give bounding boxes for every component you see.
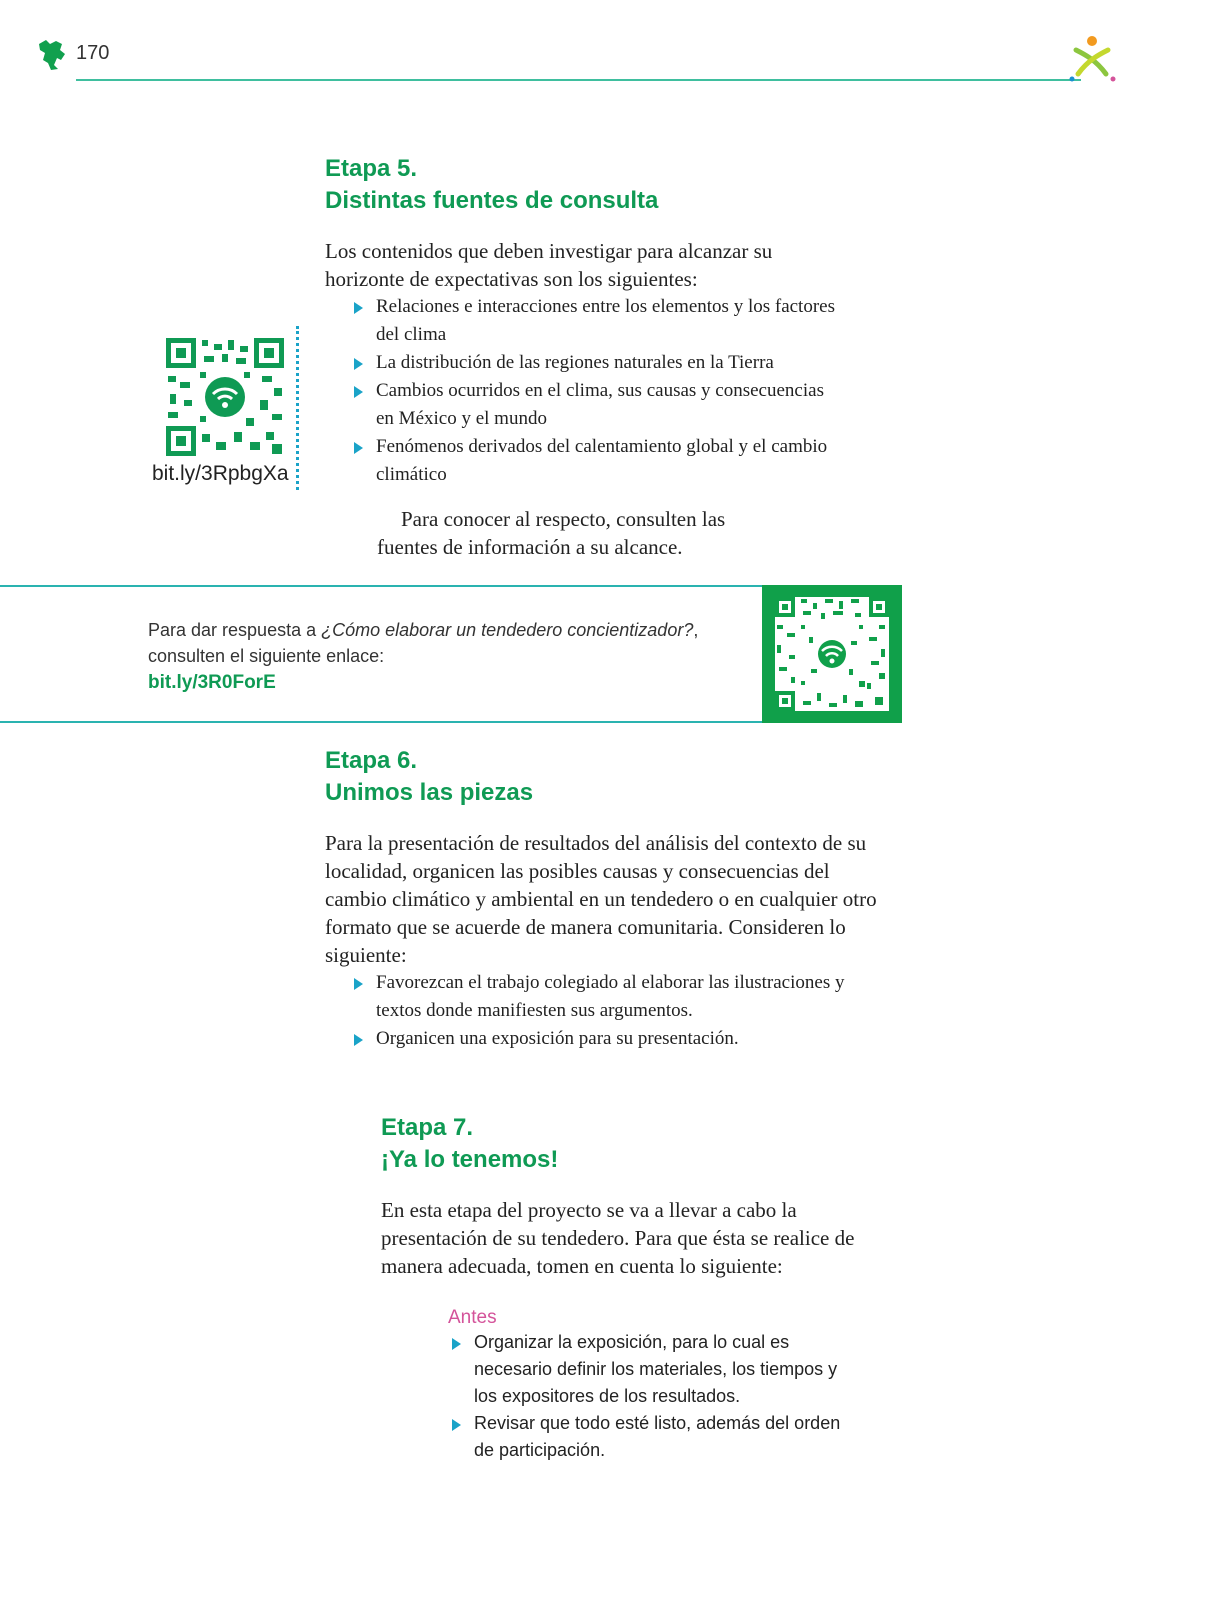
antes-section: [448, 1307, 868, 1464]
dotted-divider: [296, 326, 299, 490]
stage5-subtitle: Distintas fuentes de consulta: [325, 187, 659, 214]
bullet-arrow-icon: [354, 1034, 363, 1046]
stage5-title: Etapa 5.: [325, 155, 418, 182]
stage7-intro: En esta etapa del proyecto se va a llevar a cabo la presentación de su tendedero. Para que ésta se realice de manera adecuada, tomen en cuenta lo siguiente:: [381, 1198, 855, 1278]
bullet-arrow-icon: [354, 358, 363, 370]
stage5-bullet-list: [350, 293, 845, 489]
stage6-bullet-list: [350, 969, 895, 1053]
link-box-url[interactable]: bit.ly/3R0ForE: [148, 672, 276, 693]
stage6-intro: Para la presentación de resultados del análisis del contexto de su localidad, organicen las posibles causas y consecuencias del cambio climático y ambiental en un tendedero o en cualquier otro formato que se acuerde de manera comunitaria. Consideren lo siguiente:: [325, 831, 877, 967]
stage6-title: Etapa 6.: [325, 747, 418, 774]
stage6-subtitle: Unimos las piezas: [325, 779, 534, 806]
bullet-arrow-icon: [354, 302, 363, 314]
bullet-arrow-icon: [354, 386, 363, 398]
qr-link-label[interactable]: bit.ly/3RpbgXa: [152, 462, 289, 485]
link-box-text: Para dar respuesta a ¿Cómo elaborar un tendedero concientizador?, consulten el siguiente enlace: bit.ly/3R0ForE: [148, 620, 699, 693]
bullet-arrow-icon: [452, 1419, 461, 1431]
stage6-section: [325, 747, 895, 1053]
list-item: Favorezcan el trabajo colegiado al elaborar las ilustraciones y textos donde manifiesten sus argumentos.: [350, 969, 876, 1025]
bullet-arrow-icon: [452, 1338, 461, 1350]
antes-label: Antes: [448, 1307, 497, 1328]
bullet-arrow-icon: [354, 442, 363, 454]
list-item: Fenómenos derivados del calentamiento global y el cambio climático: [350, 433, 846, 489]
list-item: La distribución de las regiones naturales en la Tierra: [350, 349, 846, 377]
stage7-title: Etapa 7.: [381, 1114, 474, 1141]
header-rule: [76, 79, 1081, 81]
stage5-intro: Los contenidos que deben investigar para alcanzar su horizonte de expectativas son los siguientes:: [325, 239, 773, 291]
stage7-section: [381, 1114, 881, 1280]
stage5-closing: Para conocer al respecto, consulten las fuentes de información a su alcance.: [377, 507, 726, 559]
list-item: Organizar la exposición, para lo cual es necesario definir los materiales, los tiempos y los expositores de los resultados.: [448, 1329, 864, 1410]
list-item: Relaciones e interacciones entre los elementos y los factores del clima: [350, 293, 846, 349]
qr-code-icon[interactable]: [166, 338, 284, 456]
stage7-subtitle: ¡Ya lo tenemos!: [381, 1146, 559, 1173]
list-item: Cambios ocurridos en el clima, sus causas y consecuencias en México y el mundo: [350, 377, 846, 433]
mexico-map-icon: [36, 38, 68, 72]
page-number: 170: [76, 42, 110, 64]
stage5-section: [325, 155, 845, 561]
list-item: Revisar que todo esté listo, además del orden de participación.: [448, 1410, 864, 1464]
qr-code-icon[interactable]: [775, 597, 889, 711]
antes-bullet-list: [448, 1329, 868, 1464]
logo-icon: [1066, 34, 1118, 84]
project-question: ¿Cómo elaborar un tendedero concientizador?: [321, 620, 694, 640]
bullet-arrow-icon: [354, 978, 363, 990]
list-item: Organicen una exposición para su presentación.: [350, 1025, 876, 1053]
